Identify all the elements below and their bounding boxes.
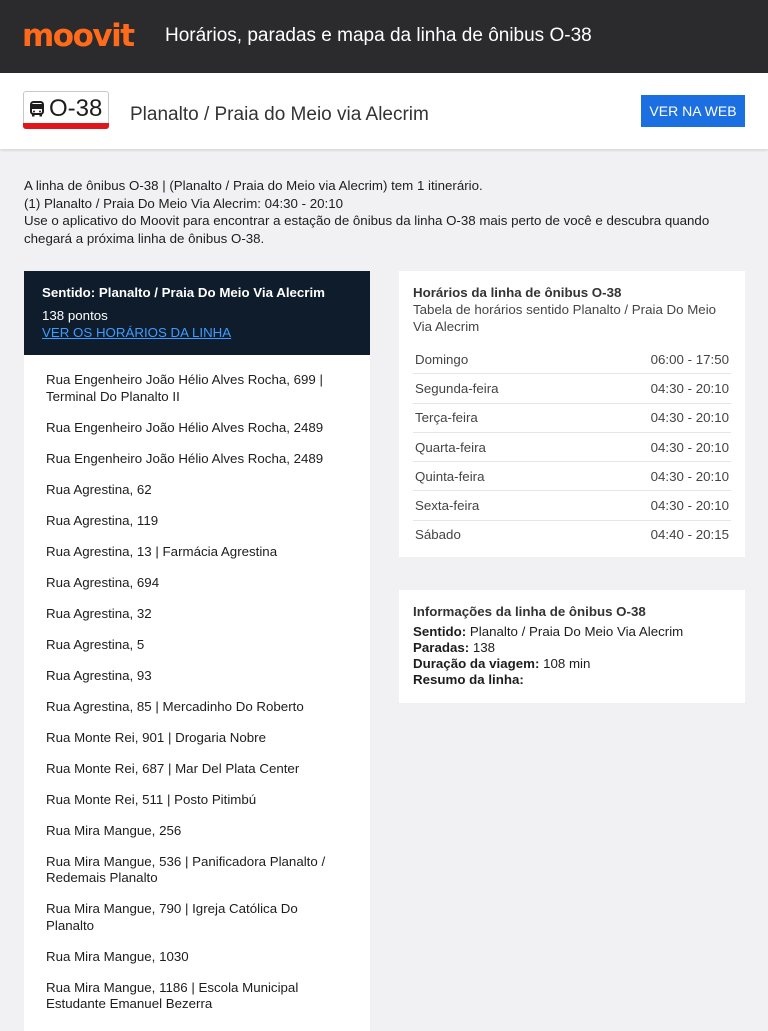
stop-item[interactable]: Rua Agrestina, 694 [46,574,160,590]
stop-item[interactable]: Rua Agrestina, 85 | Mercadinho Do Roberto [46,698,304,714]
moovit-logo[interactable]: moovit [22,18,134,54]
schedule-row [413,520,731,549]
stop-item[interactable]: Rua Mira Mangue, 790 | Igreja Católica Do Planalto [46,901,298,933]
stop-item[interactable]: Rua Agrestina, 13 | Farmácia Agrestina [46,543,278,559]
stop-item[interactable]: Rua Monte Rei, 901 | Drogaria Nobre [46,729,267,745]
stop-item[interactable]: Rua Agrestina, 32 [46,605,152,621]
direction-title: Sentido: Planalto / Praia Do Meio Via Alecrim [42,285,326,300]
stop-item[interactable]: Rua Mira Mangue, 256 [46,822,182,838]
info-direction: Sentido: Planalto / Praia Do Meio Via Alecrim [413,624,684,639]
stop-item[interactable]: Rua Engenheiro João Hélio Alves Rocha, 2489 [46,450,324,466]
info-panel [399,590,745,703]
schedule-row [413,403,731,432]
stops-panel [24,271,370,1031]
schedule-day: Quarta-feira [413,432,577,461]
info-stops: Paradas: 138 [413,640,496,655]
stops-count: 138 pontos [42,308,108,323]
route-header [0,73,768,149]
direction-header [24,271,370,355]
schedule-table [413,345,731,549]
schedule-row [413,374,731,403]
schedule-day: Sexta-feira [413,491,577,520]
info-title: Informações da linha de ônibus O-38 [413,604,646,619]
schedule-row [413,491,731,520]
stop-item[interactable]: Rua Engenheiro João Hélio Alves Rocha, 2489 [46,419,324,435]
stop-item[interactable]: Rua Agrestina, 119 [46,512,159,528]
stop-item[interactable]: Rua Mira Mangue, 1186 | Escola Municipal Estudante Emanuel Bezerra [46,979,299,1011]
schedule-row [413,345,731,374]
stop-item[interactable]: Rua Mira Mangue, 536 | Panificadora Planalto / Redemais Planalto [46,853,326,885]
page-title: Horários, paradas e mapa da linha de ônibus O-38 [165,25,592,46]
schedule-day: Sábado [415,527,461,543]
schedule-time: 04:40 - 20:15 [650,527,729,543]
bus-icon [30,101,44,117]
view-schedule-link[interactable]: VER OS HORÁRIOS DA LINHA [42,325,232,340]
route-name: Planalto / Praia do Meio via Alecrim [130,104,429,125]
top-bar [0,0,768,73]
info-lines [413,624,683,688]
stop-item[interactable]: Rua Monte Rei, 511 | Posto Pitimbú [46,791,257,807]
schedule-time: 04:30 - 20:10 [577,374,731,403]
schedule-time: 04:30 - 20:10 [577,432,731,461]
schedule-row [413,432,731,461]
schedule-time: 04:30 - 20:10 [577,403,731,432]
intro-line-2: (1) Planalto / Praia Do Meio Via Alecrim: 04:30 - 20:10 [24,195,344,211]
route-color-stripe [23,123,109,129]
schedule-day: Terça-feira [413,403,577,432]
schedule-time: 06:00 - 17:50 [577,345,731,374]
route-badge [23,91,109,129]
stop-item[interactable]: Rua Engenheiro João Hélio Alves Rocha, 699 | Terminal Do Planalto II [46,372,323,404]
stops-list [24,355,370,1013]
view-on-web-button[interactable]: VER NA WEB [641,95,745,127]
schedule-subtitle: Tabela de horários sentido Planalto / Praia Do Meio Via Alecrim [413,302,717,334]
route-code: O-38 [49,95,103,122]
route-description [24,177,744,247]
stop-item[interactable]: Rua Agrestina, 93 [46,667,152,683]
schedule-day: Domingo [413,345,577,374]
intro-line-1: A linha de ônibus O-38 | (Planalto / Praia do Meio via Alecrim) tem 1 itinerário. [24,178,483,193]
schedule-day: Segunda-feira [413,374,577,403]
schedule-time: 04:30 - 20:10 [577,462,731,491]
stop-item[interactable]: Rua Monte Rei, 687 | Mar Del Plata Center [46,760,300,776]
info-summary: Resumo da linha: [413,672,524,687]
stop-item[interactable]: Rua Mira Mangue, 1030 [46,948,189,964]
schedule-panel [399,271,745,557]
schedule-title: Horários da linha de ônibus O-38 [413,285,622,300]
schedule-day: Quinta-feira [413,462,577,491]
stop-item[interactable]: Rua Agrestina, 5 [46,636,145,652]
stop-item[interactable]: Rua Agrestina, 62 [46,481,152,497]
info-duration: Duração da viagem: 108 min [413,656,591,671]
schedule-row [413,462,731,491]
schedule-time: 04:30 - 20:10 [577,491,731,520]
intro-line-3: Use o aplicativo do Moovit para encontrar a estação de ônibus da linha O-38 mais perto de você e descubra quando chegará a próxima linha de ônibus O-38. [24,213,710,246]
